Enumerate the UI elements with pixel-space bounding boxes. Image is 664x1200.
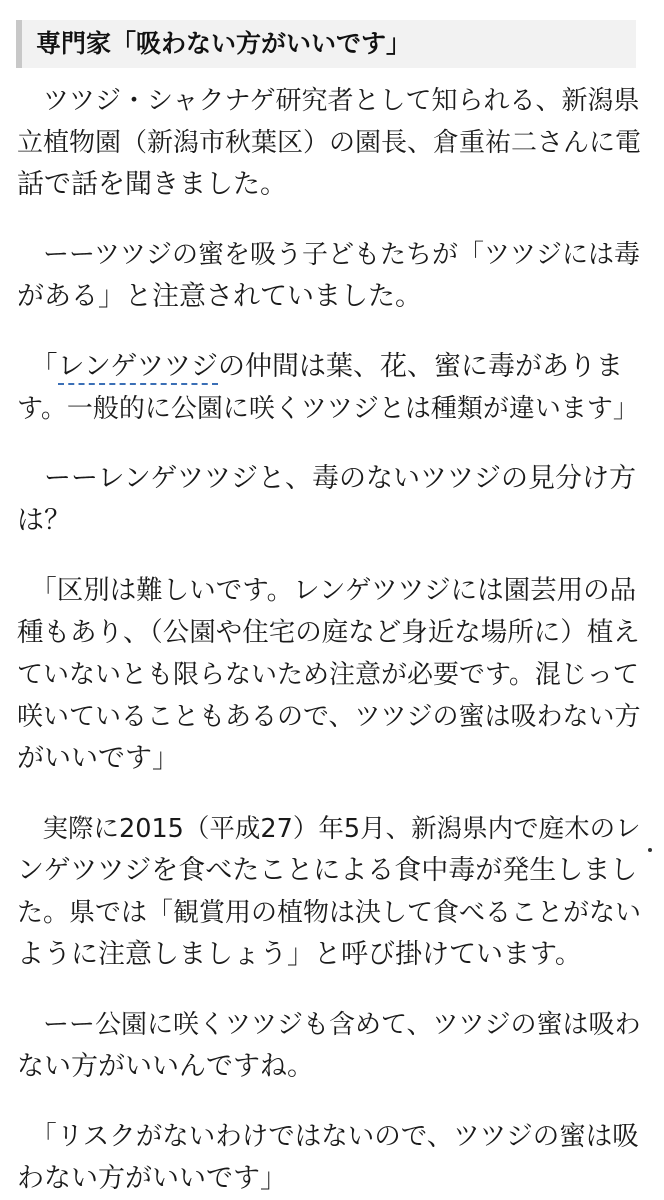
paragraph-line: 咲いていることもあるので、ツツジの蜜は吸わない方 (17, 702, 641, 732)
paragraph-line: 「区別は難しいです。レンゲツツジには園芸用の品 (17, 575, 637, 606)
paragraph-line: ーーレンゲツツジと、毒のないツツジの見分け方 (17, 463, 636, 494)
section-heading-text: 専門家「吸わない方がいいです」 (36, 29, 412, 58)
paragraph-line: 種もあり、（公園や住宅の庭など身近な場所に）植え (17, 617, 640, 648)
paragraph-line: ない方がいいんですね。 (17, 1051, 314, 1082)
paragraph-line: わない方がいいです」 (17, 1163, 287, 1194)
section-heading (16, 20, 636, 68)
paragraph-line: ーー公園に咲くツツジも含めて、ツツジの蜜は吸わ (17, 1010, 641, 1040)
paragraph-line: す。一般的に公園に咲くツツジとは種類が違います」 (17, 394, 639, 424)
glossary-term-link[interactable]: レンゲツツジ (58, 351, 219, 385)
paragraph-line: 実際に2015（平成27）年5月、新潟県内で庭木のレ (17, 814, 641, 844)
paragraph-line: た。県では「観賞用の植物は決して食べることがない (17, 898, 642, 928)
paragraph-line: ーーツツジの蜜を吸う子どもたちが「ツツジには毒 (17, 240, 640, 270)
paragraph-line: 立植物園（新潟市秋葉区）の園長、倉重祐二さんに電 (17, 128, 642, 158)
paragraph-line: 話で話を聞きました。 (17, 169, 287, 200)
quote-open-text: 「 (17, 351, 58, 382)
paragraph-line (17, 349, 623, 385)
paragraph-line: がいいです」 (17, 743, 179, 774)
paragraph-line: ツツジ・シャクナゲ研究者として知られる、新潟県 (17, 86, 640, 116)
paragraph-line: ンゲツツジを食べたことによる食中毒が発生しまし (17, 855, 638, 886)
paragraph-line: ていないとも限らないため注意が必要です。混じって (17, 660, 639, 690)
paragraph-line: 「リスクがないわけではないので、ツツジの蜜は吸 (17, 1121, 639, 1152)
paragraph-line: は？ (17, 505, 71, 536)
paragraph-line: ように注意しましょう」と呼び掛けています。 (17, 939, 582, 970)
paragraph-text: の仲間は葉、花、蜜に毒がありま (218, 351, 624, 382)
paragraph-line: がある」と注意されていました。 (17, 281, 422, 312)
stray-dot-mark (648, 848, 652, 852)
